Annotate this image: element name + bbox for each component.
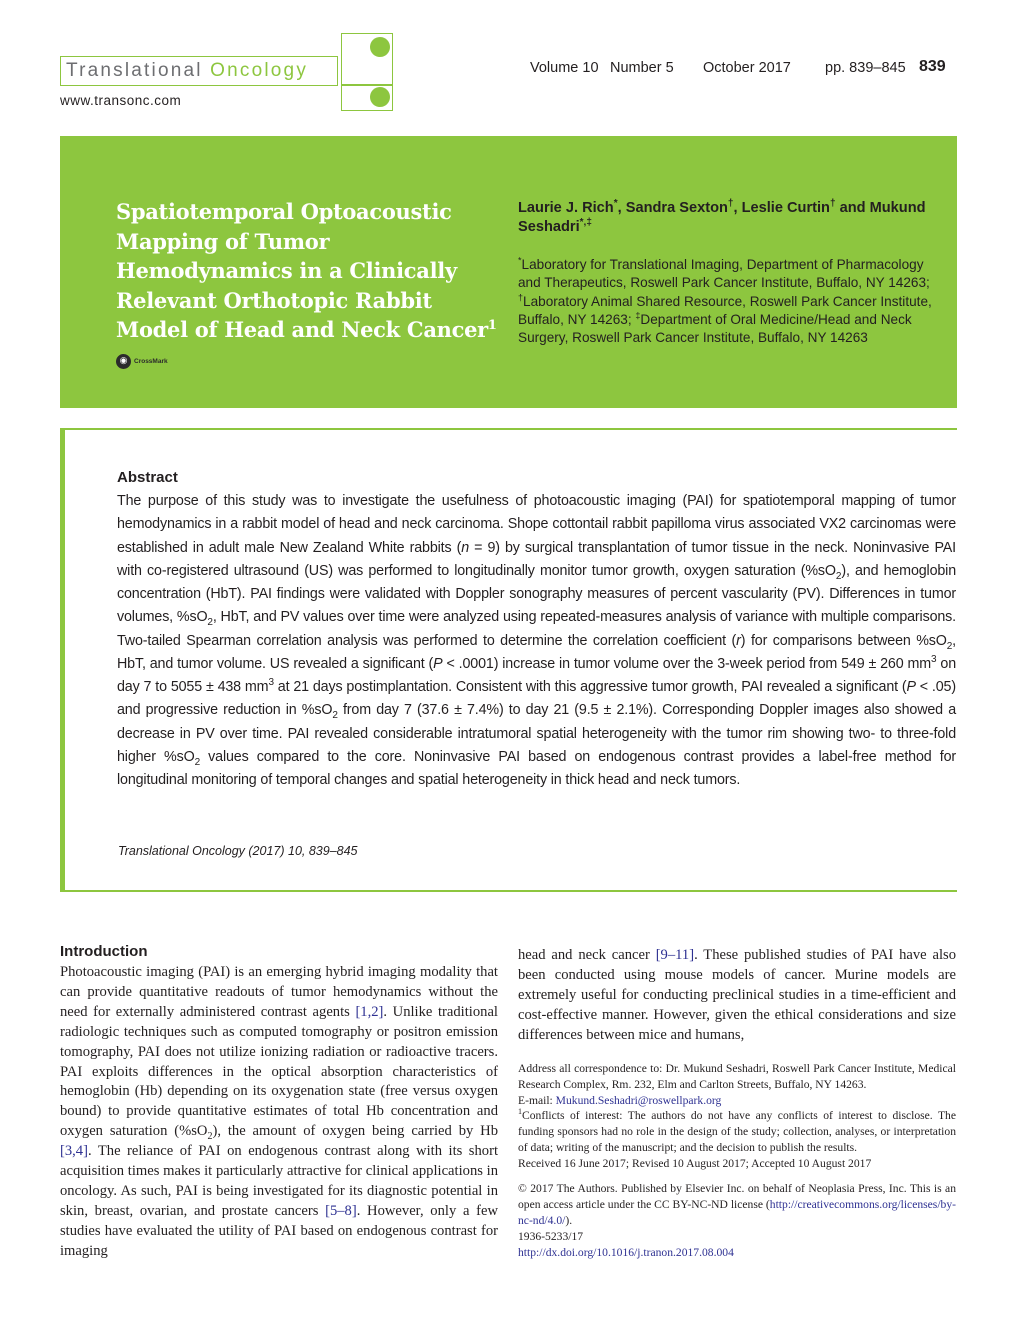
copyright-footnote	[518, 1181, 956, 1261]
reference-link[interactable]: [9–11]	[655, 947, 695, 963]
body-fragment: head and neck cancer	[518, 947, 656, 963]
superscript: 3	[931, 653, 937, 665]
received-dates: Received 16 June 2017; Revised 10 August 2017; Accepted 10 August 2017	[518, 1157, 872, 1170]
body-fragment: Photoacoustic imaging (PAI) is an emerging hybrid imaging modality that can provide quantitative readouts of tumor hemodynamics without the need for externally administered contrast agents	[60, 964, 498, 1020]
body-fragment: ), the amount of oxygen being carried by Hb	[212, 1123, 498, 1140]
subscript: 2	[207, 617, 213, 629]
issn: 1936-5233/17	[518, 1230, 584, 1243]
logo-dot-top	[370, 37, 390, 57]
subscript: 2	[207, 1131, 213, 1143]
body-fragment: . These published studies of PAI have also been conducted using mouse models of cancer. Murine models are extremely useful for conducting preclinical studies in a time-efficient and cost-effective manner. However, given the ethical considerations and size differences between mice and humans,	[518, 947, 956, 1043]
conflict-text: Conflicts of interest: The authors do not have any conflicts of interest to disclose. The funding sponsors had no role in the design of the study; collection, analyses, or interpretation of data; writing of the manuscript; and the decision to publish the results.	[518, 1109, 956, 1154]
journal-logo	[66, 60, 308, 82]
reference-link[interactable]: [5–8]	[325, 1202, 357, 1219]
author-name: Laurie J. Rich	[518, 200, 614, 216]
abstract-heading: Abstract	[117, 469, 178, 486]
author-mark: †	[727, 198, 734, 210]
author-separator: ,	[617, 200, 626, 216]
author-mark: *,‡	[579, 216, 592, 228]
abstract-italic: r	[736, 632, 741, 649]
abstract-italic: P	[433, 655, 443, 672]
correspondence-footnote	[518, 1061, 956, 1109]
reference-link[interactable]: [3,4]	[60, 1143, 88, 1160]
abstract-italic: n	[461, 539, 470, 556]
body-column-left	[60, 963, 498, 1262]
superscript: 3	[268, 677, 274, 689]
abstract-rule-top	[60, 428, 957, 430]
introduction-heading: Introduction	[60, 943, 148, 960]
author-list	[518, 199, 938, 236]
affiliation-text: Laboratory for Translational Imaging, Department of Pharmacology and Therapeutics, Roswell Park Cancer Institute, Buffalo, NY 14263;	[518, 257, 930, 291]
subscript: 2	[946, 640, 953, 652]
copyright-text: ).	[565, 1214, 573, 1227]
abstract-fragment: ) for comparisons between %sO	[740, 632, 947, 649]
article-title	[116, 197, 506, 345]
page-number: 839	[919, 58, 946, 75]
abstract-fragment: = 9) by surgical transplantation of tumor tissue in the neck. Noninvasive PAI with co-registered ultrasound (US) was performed to longitudinally monitor tumor growth, oxygen saturation (%sO	[117, 539, 956, 579]
email-label: E-mail:	[518, 1094, 556, 1107]
author-mark: *	[613, 198, 618, 210]
author-separator: ,	[733, 200, 742, 216]
journal-citation: Translational Oncology (2017) 10, 839–845	[118, 844, 358, 858]
doi-link[interactable]: http://dx.doi.org/10.1016/j.tranon.2017.08.004	[518, 1246, 734, 1259]
reference-link[interactable]: [1,2]	[355, 1003, 384, 1020]
body-fragment: . Unlike traditional radiologic techniques such as computed tomography or positron emission tomography, PAI does not utilize ionizing radiation or radioactive tracers. PAI exploits differences in the optical absorption characteristics of hemoglobin (Hb) depending on its oxygenation state (free versus oxygen bound) to provide quantitative estimates of total Hb concentration and oxygen saturation (%sO	[60, 1003, 498, 1140]
abstract-fragment: on day 7 to 5055 ± 438 mm	[117, 655, 956, 695]
copyright-text: © 2017 The Authors. Published by Elsevier Inc. on behalf of Neoplasia Press, Inc. This is an open access article under the CC BY-NC-ND license (	[518, 1182, 956, 1211]
abstract-fragment: The purpose of this study was to investigate the usefulness of photoacoustic imaging (PAI) for spatiotemporal mapping of tumor hemodynamics in a rabbit model of head and neck carcinoma. Shope cottontail rabbit papilloma virus associated VX2 carcinomas were established in adult male New Zealand White rabbits (	[117, 493, 956, 556]
crossmark-badge[interactable]	[116, 354, 168, 369]
subscript: 2	[194, 756, 200, 768]
abstract-fragment: from day 7 (37.6 ± 7.4%) to day 21 (9.5 ± 2.1%). Corresponding Doppler images also showed a decrease in PV over time. PAI revealed considerable intratumoral spatial heterogeneity with the tumor rim showing two- to three-fold higher %sO	[117, 702, 956, 765]
author-mark: †	[829, 198, 836, 210]
abstract-fragment: < .0001) increase in tumor volume over the 3-week period from 549 ± 260 mm	[442, 655, 932, 672]
footnote-mark: 1	[518, 1107, 522, 1117]
correspondence-text: Address all correspondence to: Dr. Mukund Seshadri, Roswell Park Cancer Institute, Medical Research Complex, Rm. 232, Elm and Carlton Streets, Buffalo, NY 14263.	[518, 1062, 956, 1091]
affiliation-text: Department of Oral Medicine/Head and Neck Surgery, Roswell Park Cancer Institute, Buffalo, NY 14263	[518, 311, 912, 346]
abstract-fragment: values compared to the core. Noninvasive PAI based on endogenous contrast provides a label-free method for longitudinal monitoring of temporal changes and spatial heterogeneity in thick head and neck tumors.	[117, 748, 956, 788]
body-column-right	[518, 946, 956, 1046]
subscript: 2	[835, 570, 842, 582]
issue-number: Number 5	[610, 60, 674, 76]
abstract-italic: P	[906, 679, 916, 695]
affiliations	[518, 256, 938, 347]
journal-name-part2: Oncology	[210, 60, 309, 81]
abstract-fragment: , HbT, and tumor volume. US revealed a significant (	[117, 632, 956, 672]
abstract-fragment: < .05) and progressive reduction in %sO	[117, 679, 956, 719]
abstract-text	[117, 490, 956, 792]
journal-website-link[interactable]: www.transonc.com	[60, 93, 182, 108]
abstract-fragment: , HbT, and PV values over time were analyzed using repeated-measures analysis of variance with multiple comparisons. Two-tailed Spearman correlation analysis was performed to determine the correlation coefficient (	[117, 609, 956, 649]
author-separator: and	[835, 200, 870, 216]
abstract-fragment: at 21 days postimplantation. Consistent with this aggressive tumor growth, PAI revealed a significant (	[273, 679, 907, 695]
email-link[interactable]: Mukund.Seshadri@roswellpark.org	[555, 1094, 722, 1107]
conflict-footnote	[518, 1108, 956, 1172]
crossmark-label: CrossMark	[134, 358, 168, 365]
issue-volume: Volume 10	[530, 60, 599, 76]
body-fragment: . The reliance of PAI on endogenous contrast along with its short acquisition times makes it particularly attractive for clinical applications in oncology. As such, PAI is being investigated for its diagnostic potential in skin, breast, ovarian, and prostate cancers	[60, 1143, 498, 1219]
affiliation-mark: *	[518, 255, 522, 266]
issue-pages: pp. 839–845	[825, 60, 906, 76]
license-link[interactable]: http://creativecommons.org/licenses/by-nc-nd/4.0/	[518, 1198, 956, 1227]
subscript: 2	[332, 710, 338, 722]
abstract-rule-left	[60, 428, 65, 892]
issue-date: October 2017	[703, 60, 791, 76]
author-name: Leslie Curtin	[741, 200, 830, 216]
affiliation-text: Laboratory Animal Shared Resource, Roswell Park Cancer Institute, Buffalo, NY 14263;	[518, 293, 932, 327]
abstract-rule-bottom	[60, 890, 957, 892]
journal-name-part1: Translational	[66, 60, 203, 81]
logo-dot-bottom	[370, 87, 390, 107]
affiliation-mark: †	[518, 292, 524, 303]
crossmark-icon: ◉	[116, 354, 131, 369]
body-fragment: . However, only a few studies have evaluated the utility of PAI based on endogenous contrast for imaging	[60, 1202, 498, 1259]
affiliation-mark: ‡	[635, 310, 641, 321]
author-name: Sandra Sexton	[625, 200, 728, 216]
author-name: Mukund Seshadri	[518, 200, 926, 235]
title-footnote-mark: 1	[487, 318, 497, 333]
article-title-text: Spatiotemporal Optoacoustic Mapping of Tumor Hemodynamics in a Clinically Relevant Orthotopic Rabbit Model of Head and Neck Cancer	[116, 199, 488, 342]
abstract-fragment: ), and hemoglobin concentration (HbT). PAI findings were validated with Doppler sonography measures of percent vascularity (PV). Differences in tumor volumes, %sO	[117, 562, 956, 626]
